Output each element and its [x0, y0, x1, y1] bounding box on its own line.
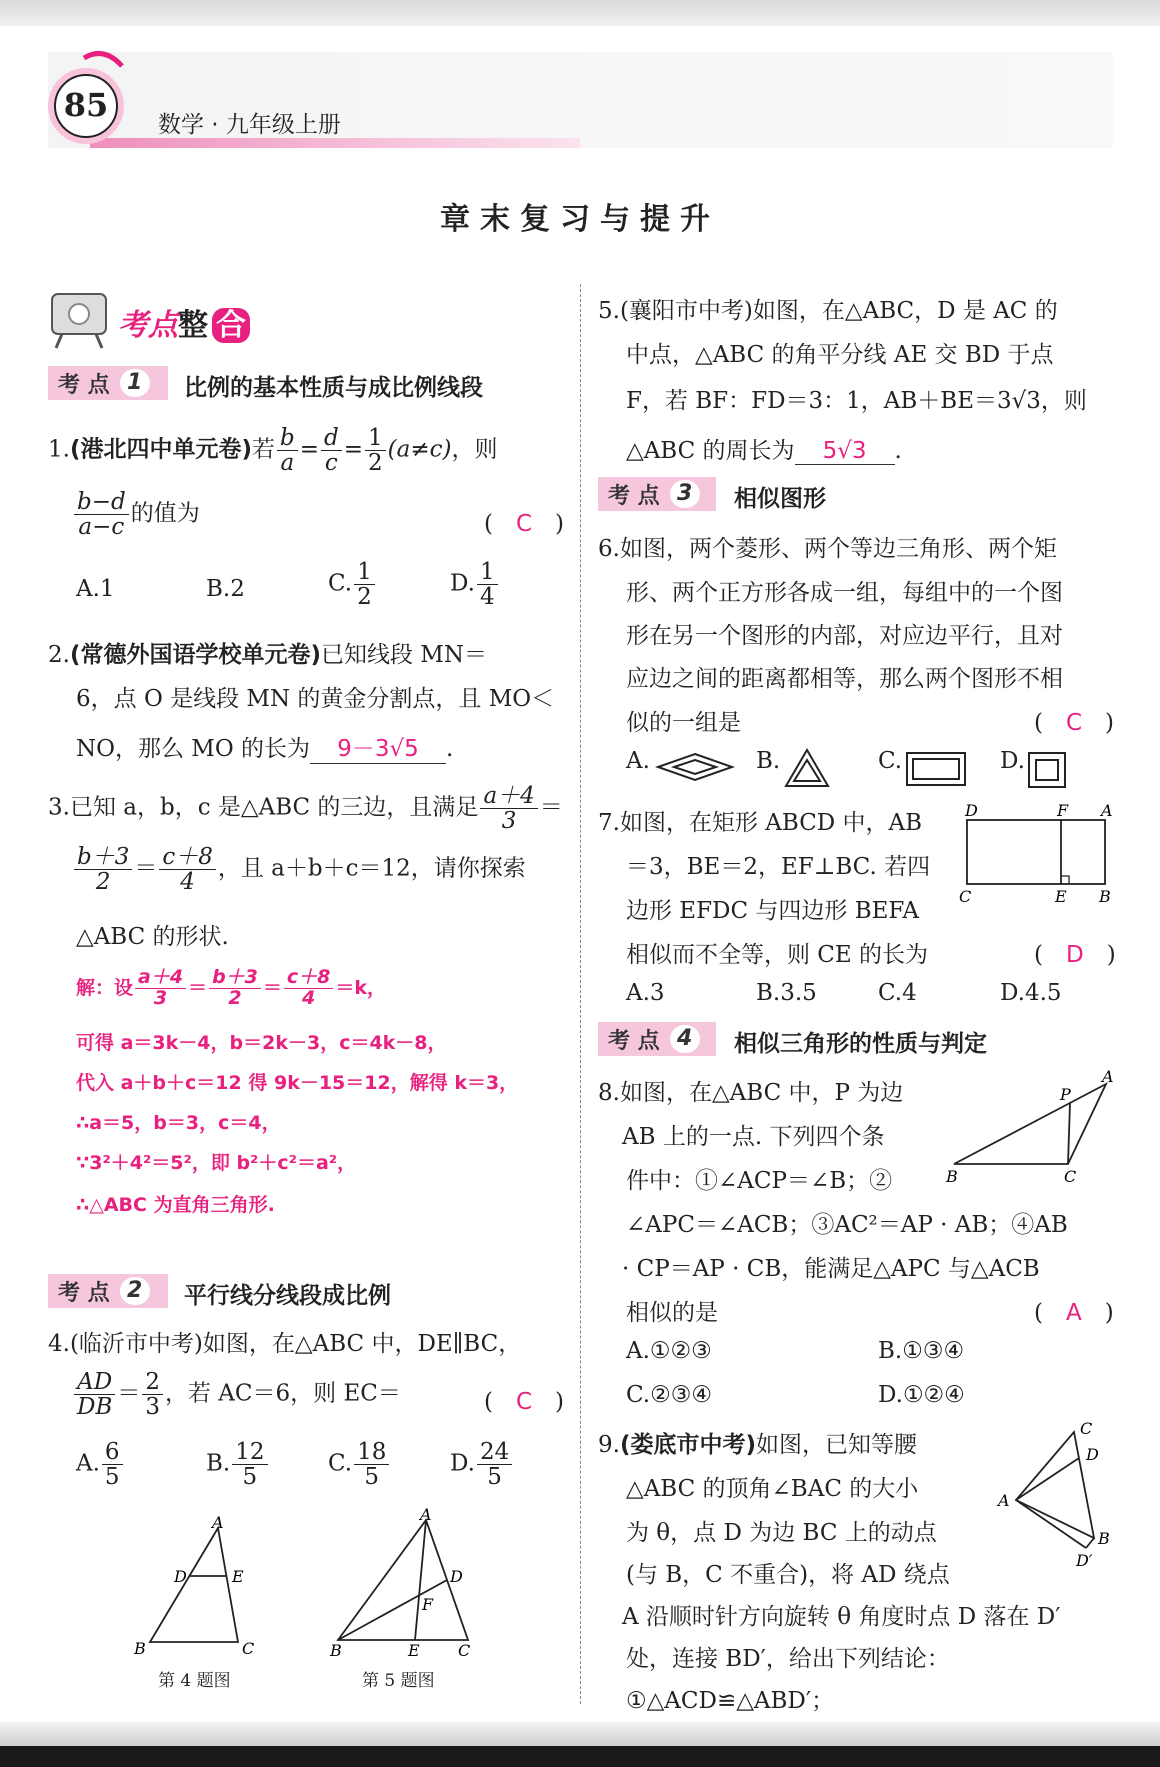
- figure-4-caption: 第 4 题图: [158, 1671, 231, 1691]
- label-B: B: [134, 1639, 146, 1658]
- solution-line5: ∵3²＋4²＝5²，即 b²＋c²＝a²，: [76, 1152, 357, 1174]
- svg-text:C: C: [959, 887, 972, 906]
- option-d: D.: [1000, 748, 1025, 774]
- svg-text:C: C: [458, 1641, 471, 1660]
- solution-line2: 可得 a＝3k－4，b＝2k－3，c＝4k－8，: [76, 1032, 447, 1054]
- svg-text:B: B: [330, 1641, 342, 1660]
- subject-title: 数学 · 九年级上册: [158, 112, 341, 138]
- label-E: E: [232, 1567, 244, 1586]
- q6-line5: 似的一组是: [626, 710, 741, 736]
- q1-pre: 若: [251, 436, 275, 463]
- topic-title-1: 比例的基本性质与成比例线段: [184, 375, 483, 401]
- q1-end: ，则: [451, 436, 498, 463]
- figure-7: [955, 800, 1125, 910]
- q6-line1: 6.如图，两个菱形、两个等边三角形、两个矩: [598, 536, 1057, 562]
- q2-line2: 6，点 O 是线段 MN 的黄金分割点，且 MO＜: [76, 686, 555, 712]
- q9-line7: ①△ACD≌△ABD′；: [626, 1688, 835, 1714]
- eq: =: [343, 436, 364, 463]
- q8-line1: 8.如图，在△ABC 中，P 为边: [598, 1080, 904, 1106]
- solution-line1: 解：设 $\frac{a+4}{3}$ ＝ $\frac{b+3}{2}$ ＝ $\frac{c+8}{4}$ ＝k，: [76, 966, 387, 1009]
- q2-answer: 9－3√5: [310, 730, 446, 764]
- option-d: D. $\frac{24}{5}$: [450, 1440, 514, 1489]
- q1-question: 的值为: [130, 500, 200, 527]
- topic-title-3: 相似图形: [734, 486, 826, 512]
- page-number: 85: [63, 86, 109, 124]
- q6-line3: 形在另一个图形的内部，对应边平行，且对: [626, 623, 1063, 649]
- option-d: D. $\frac{1}{4}$: [450, 560, 500, 609]
- top-edge: [0, 0, 1160, 26]
- q2-line1: 2.(常德外国语学校单元卷)已知线段 MN＝: [48, 642, 487, 668]
- header-pink-stripe: [90, 138, 580, 148]
- q7-answer: ( D ): [1034, 942, 1116, 968]
- option-b: B. $\frac{12}{5}$: [206, 1440, 270, 1489]
- q7-line1: 7.如图，在矩形 ABCD 中，AB: [598, 810, 923, 836]
- svg-text:D: D: [450, 1567, 463, 1586]
- label-D: D: [174, 1567, 187, 1586]
- q3-line1: 3.已知 a，b，c 是△ABC 的三边，且满足 $\frac{a+4}{3}$ ＝: [48, 783, 563, 835]
- topic-title-2: 平行线分线段成比例: [184, 1283, 391, 1309]
- topic-badge-4: 考 点 4: [598, 1022, 716, 1056]
- q1-line2: [72, 490, 200, 539]
- svg-text:A: A: [998, 1491, 1010, 1510]
- option-c: C. $\frac{18}{5}$: [328, 1440, 391, 1489]
- rhombus-pair-icon: [656, 752, 734, 782]
- q5-answer: 5√3: [795, 438, 895, 465]
- q8-line3: 件中：①∠ACP＝∠B；②: [626, 1168, 893, 1194]
- option-a: A.: [626, 748, 650, 774]
- q9-line3: 为 θ，点 D 为边 BC 上的动点: [626, 1520, 937, 1546]
- frac-den: a: [280, 450, 295, 477]
- topic-title-4: 相似三角形的性质与判定: [734, 1031, 987, 1057]
- option-b: B.2: [206, 576, 245, 602]
- svg-text:A: A: [1102, 1067, 1114, 1086]
- option-a: A.1: [76, 576, 115, 602]
- frac: [74, 490, 129, 539]
- svg-text:B: B: [1098, 1529, 1110, 1548]
- logo-zheng: 整: [178, 308, 208, 343]
- svg-text:D: D: [965, 801, 978, 820]
- q1-answer: ( C ): [484, 511, 565, 537]
- q2-line3: NO，那么 MO 的长为 9－3√5 .: [76, 730, 453, 764]
- q8-line4: ∠APC＝∠ACB；③AC²＝AP · AB；④AB: [626, 1212, 1068, 1238]
- q7-line2: ＝3，BE＝2，EF⊥BC. 若四: [626, 854, 931, 880]
- q9-line2: △ABC 的顶角∠BAC 的大小: [626, 1476, 919, 1502]
- topic-badge-1: [48, 366, 168, 400]
- q6-options: [626, 748, 1126, 788]
- q5-line1: 5.(襄阳市中考)如图，在△ABC，D 是 AC 的: [598, 298, 1058, 324]
- svg-text:E: E: [1055, 887, 1067, 906]
- figure-4: [128, 1513, 278, 1660]
- logo-kaodian: 考点: [118, 308, 178, 343]
- svg-text:C: C: [1080, 1419, 1093, 1438]
- q1-line1: [48, 426, 497, 475]
- q8-line6: 相似的是: [626, 1300, 718, 1326]
- q3-line3: △ABC 的形状.: [76, 924, 229, 950]
- q9-line5: A 沿顺时针方向旋转 θ 角度时点 D 落在 D′: [622, 1604, 1061, 1630]
- q8-answer: ( A ): [1034, 1300, 1114, 1326]
- q6-answer: ( C ): [1034, 710, 1115, 736]
- svg-text:F: F: [422, 1595, 434, 1614]
- topic-badge-3: 考 点 3: [598, 477, 716, 511]
- option-c: C.: [878, 748, 903, 774]
- topic-num: 1: [120, 369, 150, 397]
- option-a: A. $\frac{6}{5}$: [76, 1440, 125, 1489]
- figure-5-caption: 第 5 题图: [362, 1671, 435, 1691]
- q5-line2: 中点，△ABC 的角平分线 AE 交 BD 于点: [626, 342, 1054, 368]
- svg-text:B: B: [946, 1167, 958, 1186]
- svg-text:D′: D′: [1076, 1551, 1093, 1570]
- q-source: (常德外国语学校单元卷): [69, 642, 321, 668]
- topic-badge-2: 考 点 2: [48, 1274, 168, 1308]
- figure-5: [328, 1505, 478, 1660]
- frac-num: b: [277, 426, 298, 451]
- frac-num: d: [321, 426, 342, 451]
- q5-line3: F，若 BF：FD＝3：1，AB＋BE＝3√3，则: [626, 388, 1087, 414]
- frac: [321, 426, 342, 475]
- q9-line1: 9.(娄底市中考)如图，已知等腰: [598, 1432, 917, 1458]
- section-logo-icon: [48, 290, 112, 350]
- triangle-pair-icon: [784, 748, 830, 788]
- q8-line5: · CP＝AP · CB，能满足△APC 与△ACB: [622, 1256, 1040, 1282]
- q6-line2: 形、两个正方形各成一组，每组中的一个图: [626, 580, 1063, 606]
- q4-line2: $\frac{AD}{DB}$ ＝ $\frac{2}{3}$ ，若 AC＝6，则 EC＝: [72, 1370, 401, 1419]
- frac: [365, 426, 386, 475]
- figure-9: [994, 1418, 1114, 1568]
- q7-line4: 相似而不全等，则 CE 的长为: [626, 942, 929, 968]
- chapter-title: 章末复习与提升: [440, 202, 720, 237]
- q6-line4: 应边之间的距离都相等，那么两个图形不相: [626, 666, 1063, 692]
- option-c: C. $\frac{1}{2}$: [328, 560, 377, 609]
- q7-options: A.3 B.3.5 C.4 D.4.5: [626, 980, 1062, 1006]
- bottom-bar: [0, 1746, 1160, 1767]
- frac-den: a−c: [78, 514, 125, 541]
- option-b: B.: [756, 748, 781, 774]
- svg-text:A: A: [1101, 801, 1113, 820]
- q8-options: A.①②③ B.①③④ C.②③④ D.①②④: [626, 1338, 965, 1408]
- frac-num: 1: [365, 426, 386, 451]
- solution-line4: ∴a＝5，b＝3，c＝4，: [76, 1112, 281, 1134]
- logo-he: 合: [212, 308, 250, 343]
- svg-text:A: A: [420, 1505, 432, 1524]
- section-logo-text: [118, 300, 250, 344]
- q9-line6: 处，连接 BD′，给出下列结论：: [626, 1646, 950, 1672]
- q1-cond: (a≠c): [387, 436, 452, 463]
- column-divider: [580, 284, 581, 1704]
- square-pair-icon: [1028, 752, 1066, 788]
- q3-line2: $\frac{b+3}{2}$ ＝ $\frac{c+8}{4}$ ，且 a＋b＋c＝12，请你探索: [72, 845, 526, 894]
- figure-8: [942, 1067, 1114, 1186]
- q5-line4: △ABC 的周长为 5√3 .: [626, 438, 902, 464]
- solution-line3: 代入 a＋b＋c＝12 得 9k－15＝12，解得 k＝3，: [76, 1072, 519, 1094]
- svg-text:D: D: [1086, 1445, 1099, 1464]
- rectangle-pair-icon: [906, 752, 966, 786]
- q-source: (港北四中单元卷): [69, 436, 252, 463]
- svg-text:P: P: [1060, 1085, 1071, 1104]
- q9-line4: (与 B，C 不重合)，将 AD 绕点: [626, 1562, 950, 1588]
- q4-line1: 4.(临沂市中考)如图，在△ABC 中，DE∥BC，: [48, 1331, 522, 1357]
- q7-line3: 边形 EFDC 与四边形 BEFA: [626, 898, 919, 924]
- solution-line6: ∴△ABC 为直角三角形.: [76, 1194, 275, 1216]
- svg-text:B: B: [1099, 887, 1111, 906]
- frac-den: c: [324, 450, 338, 477]
- label-C: C: [242, 1639, 255, 1658]
- svg-text:C: C: [1064, 1167, 1077, 1186]
- frac-den: 2: [368, 450, 383, 477]
- svg-text:F: F: [1057, 801, 1069, 820]
- bottom-shadow: [0, 1722, 1160, 1746]
- frac: [277, 426, 298, 475]
- label-A: A: [212, 1513, 224, 1532]
- q4-answer: ( C ): [484, 1389, 565, 1415]
- q8-line2: AB 上的一点. 下列四个条: [622, 1124, 885, 1150]
- topic-label: 考 点: [58, 372, 110, 398]
- eq: =: [299, 436, 319, 463]
- q-number: 1.: [48, 436, 70, 463]
- svg-text:E: E: [408, 1641, 420, 1660]
- frac-num: b−d: [74, 490, 129, 515]
